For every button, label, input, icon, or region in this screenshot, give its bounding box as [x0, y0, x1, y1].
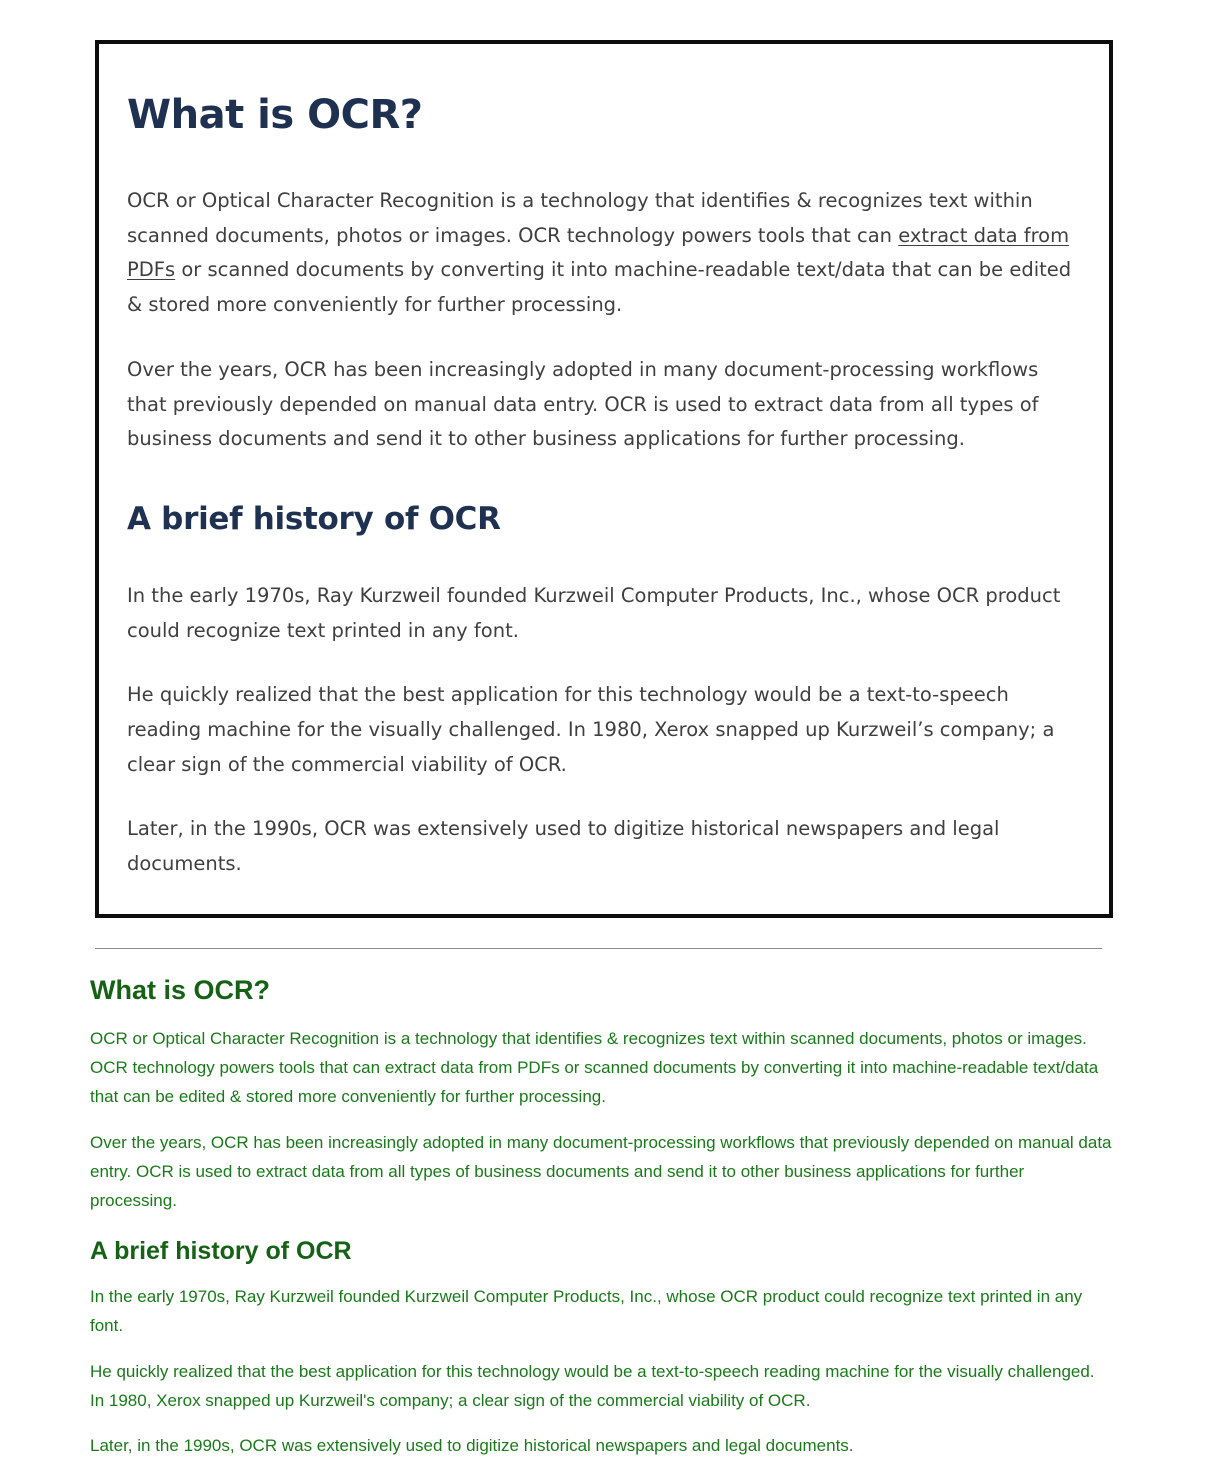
doc-paragraph-2: Over the years, OCR has been increasingly adopted in many document-processing workflows that previously depended on manual data entry. OCR is used to extract data from all types of business documents and send it to other business applications for further processing.: [127, 357, 1039, 451]
ocr-paragraph-2: Over the years, OCR has been increasingly adopted in many document-processing workflows that previously depended on manual data entry. OCR is used to extract data from all types of business documents and send it to other business applications for further processing.: [90, 1132, 1112, 1211]
ocr-heading-what-is-ocr: What is OCR?: [90, 974, 270, 1005]
doc-heading-what-is-ocr: What is OCR?: [127, 92, 423, 138]
section-divider: [95, 948, 1102, 949]
doc-paragraph-5: Later, in the 1990s, OCR was extensively used to digitize historical newspapers and legal documents.: [127, 817, 1000, 876]
doc-paragraph-1-before: OCR or Optical Character Recognition is a technology that identifies & recognizes text within scanned documents, photos or images. OCR technology powers tools that can: [127, 189, 1033, 247]
extract-data-from-pdfs-link[interactable]: extract data from PDFs: [127, 223, 1070, 282]
doc-paragraph-3: In the early 1970s, Ray Kurzweil founded Kurzweil Computer Products, Inc., whose OCR product could recognize text printed in any font.: [127, 583, 1061, 642]
page: [0, 40, 1232, 1460]
doc-paragraph-1-after: or scanned documents by converting it into machine-readable text/data that can be edited & stored more conveniently for further processing.: [127, 258, 1072, 317]
original-document: [95, 40, 1113, 918]
ocr-paragraph-1: OCR or Optical Character Recognition is a technology that identifies & recognizes text within scanned documents, photos or images. OCR technology powers tools that can extract data from PDFs or scanned documents by converting it into machine-readable text/data that can be edited & stored more conveniently for further processing.: [90, 1028, 1099, 1107]
ocr-heading-brief-history: A brief history of OCR: [90, 1237, 352, 1266]
doc-paragraph-4: He quickly realized that the best application for this technology would be a text-to-speech reading machine for the visually challenged. In 1980, Xerox snapped up Kurzweil’s company; a clear sign of the commercial viability of OCR.: [127, 683, 1055, 776]
ocr-paragraph-3: In the early 1970s, Ray Kurzweil founded Kurzweil Computer Products, Inc., whose OCR product could recognize text printed in any font.: [90, 1287, 1083, 1336]
ocr-paragraph-4: He quickly realized that the best application for this technology would be a text-to-speech reading machine for the visually challenged. In 1980, Xerox snapped up Kurzweil's company; a clear sign of the commercial viability of OCR.: [90, 1361, 1095, 1410]
doc-paragraph-1: [127, 184, 1075, 323]
ocr-paragraph-5: Later, in the 1990s, OCR was extensively used to digitize historical newspapers and legal documents.: [90, 1436, 854, 1456]
doc-heading-brief-history: A brief history of OCR: [127, 500, 501, 537]
ocr-output-section: [90, 975, 1112, 1461]
